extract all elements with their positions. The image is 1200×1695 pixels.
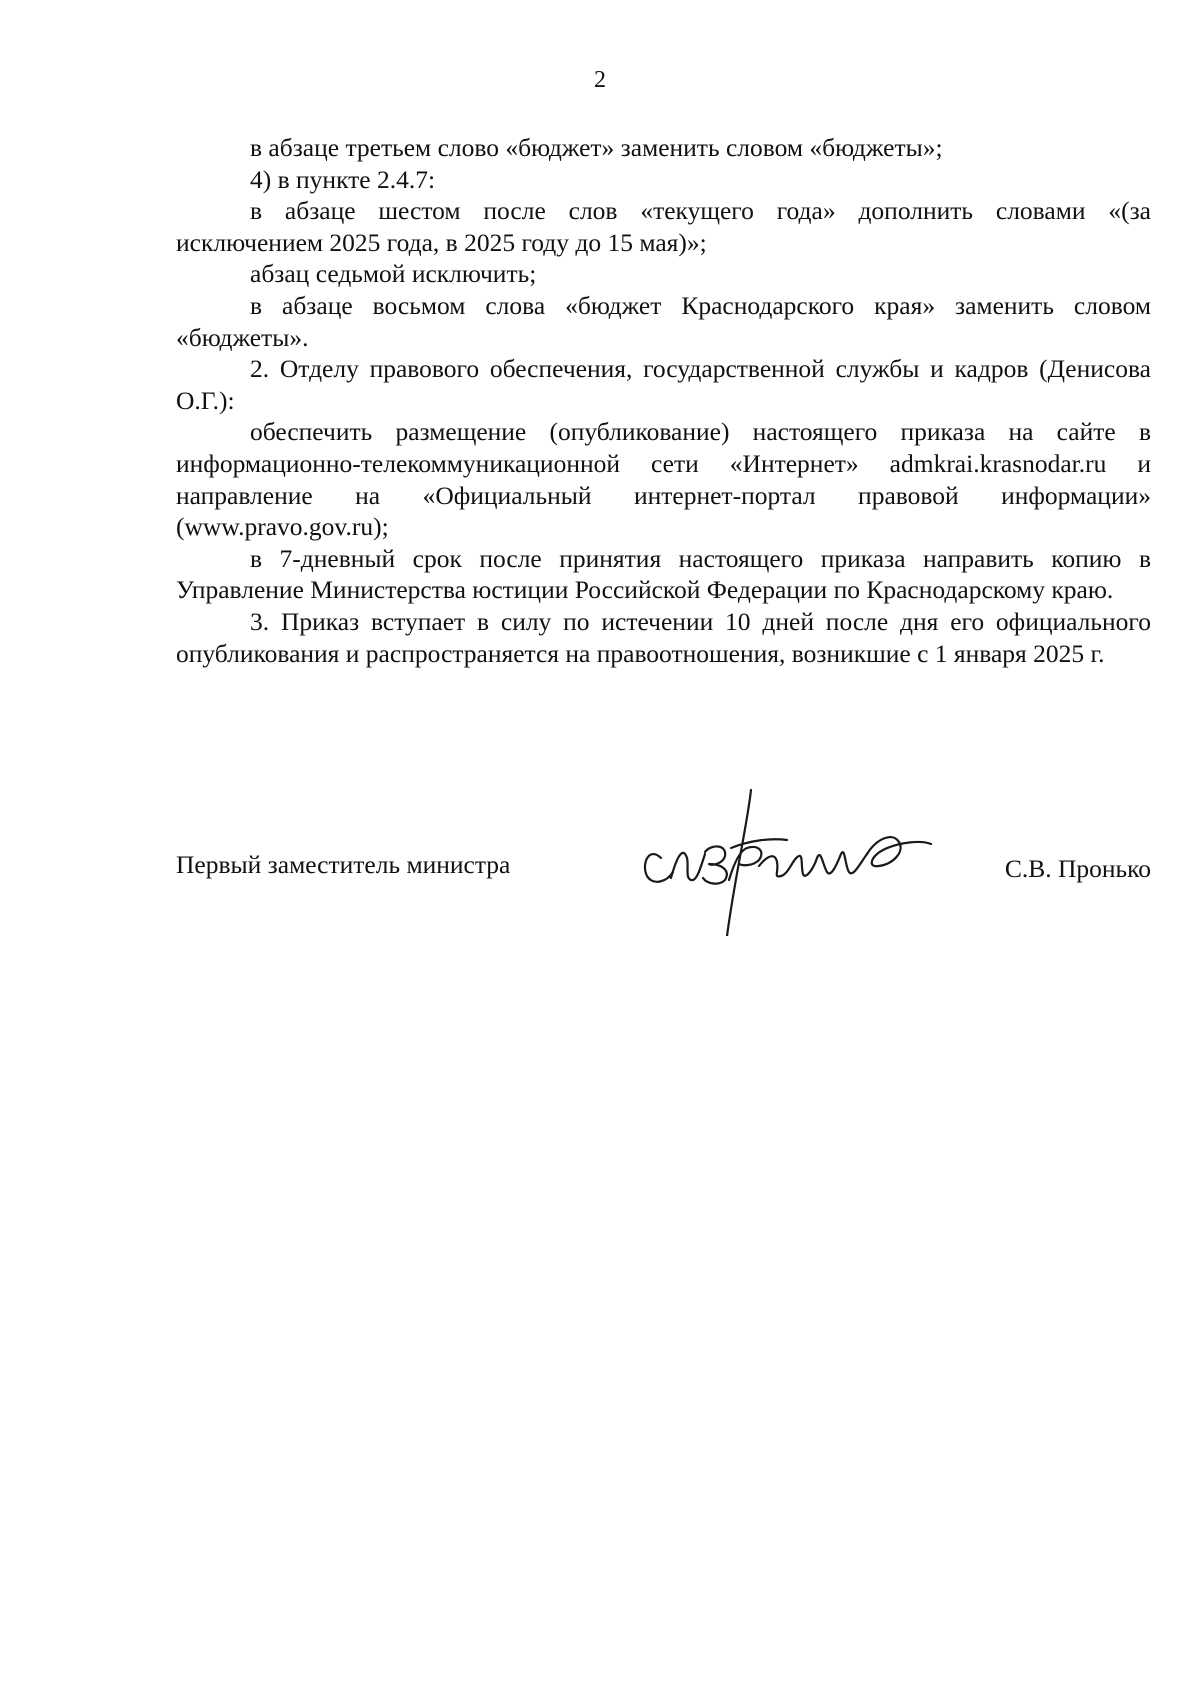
paragraph-5: в абзаце восьмом слова «бюджет Краснодарского края» заменить словом «бюджеты».	[176, 290, 1151, 352]
paragraph-7: обеспечить размещение (опубликование) настоящего приказа на сайте в информационно-телекоммуникационной сети «Интернет» admkrai.krasnodar.ru и направление на «Официальный интернет-портал правовой информации» (www.pravo.gov.ru);	[176, 417, 1151, 542]
paragraph-6: 2. Отделу правового обеспечения, государственной службы и кадров (Денисова О.Г.):	[176, 354, 1151, 415]
paragraph-4: абзац седьмой исключить;	[250, 259, 537, 289]
signatory-position: Первый заместитель министра	[176, 850, 511, 879]
page-number: 2	[594, 67, 606, 93]
paragraph-9: 3. Приказ вступает в силу по истечении 10 дней после дня его официального опубликования и распространяется на правоотношения, возникшие с 1 января 2025 г.	[176, 606, 1151, 668]
paragraph-8: в 7-дневный срок после принятия настоящего приказа направить копию в Управление Министерства юстиции Российской Федерации по Краснодарскому краю.	[176, 543, 1151, 605]
paragraph-1: в абзаце третьем слово «бюджет» заменить словом «бюджеты»;	[250, 133, 943, 162]
signature-block	[176, 786, 1151, 936]
paragraph-3: в абзаце шестом после слов «текущего года» дополнить словами «(за исключением 2025 года, в 2025 году до 15 мая)»;	[176, 196, 1151, 257]
signatory-name: С.В. Пронько	[1004, 854, 1151, 883]
handwritten-signature	[631, 786, 951, 936]
document-body	[176, 132, 1151, 669]
paragraph-2: 4) в пункте 2.4.7:	[250, 164, 436, 194]
